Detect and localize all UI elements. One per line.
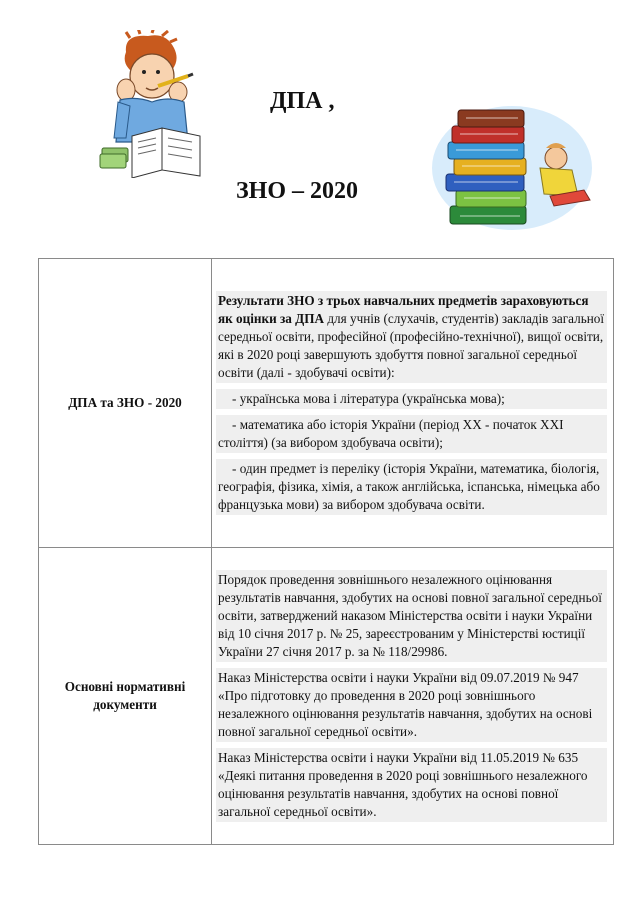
intro-bold-text: Результати ЗНО з трьох навчальних предметів зараховуються як оцінки за ДПА bbox=[218, 293, 589, 326]
info-table bbox=[38, 258, 614, 845]
page-title-line2: ЗНО – 2020 bbox=[236, 178, 359, 204]
page-title-line1: ДПА , bbox=[270, 88, 335, 114]
list-item: - українська мова і література (українська мова); bbox=[216, 389, 607, 409]
row-content-dpa-zno bbox=[212, 259, 614, 548]
table-row bbox=[39, 259, 614, 548]
intro-paragraph bbox=[216, 291, 607, 383]
intro-text: для учнів (слухачів, студентів) закладів загальної середньої освіти, професійної (професійно-технічної), вищої освіти, які в 2020 році завершують здобуття повної загальної середньої освіти (далі - здобувачі освіти): bbox=[218, 311, 605, 380]
document-paragraph: Наказ Міністерства освіти і науки України від 11.05.2019 № 635 «Деякі питання проведення в 2020 році зовнішнього незалежного оцінювання результатів навчання, здобутих на основі повної загальної середньої освіти». bbox=[216, 748, 607, 822]
list-item: - математика або історія України (період XX - початок XXI століття) (за вибором здобувача освіти); bbox=[216, 415, 607, 453]
books-stack-clipart bbox=[432, 96, 594, 240]
document-paragraph: Наказ Міністерства освіти і науки України від 09.07.2019 № 947 «Про підготовку до проведення в 2020 році зовнішнього незалежного оцінювання результатів навчання, здобутих на основі повної загальної середньої освіти». bbox=[216, 668, 607, 742]
student-studying-clipart bbox=[96, 30, 214, 178]
document-paragraph: Порядок проведення зовнішнього незалежного оцінювання результатів навчання, здобутих на основі повної загальної середньої освіти, затверджений наказом Міністерства освіти і науки України від 10 січня 2017 р. № 25, зареєстрованим у Міністерстві юстиції України 27 січня 2017 р. за № 118/29986. bbox=[216, 570, 607, 662]
row-content-documents bbox=[212, 548, 614, 845]
list-item: - один предмет із переліку (історія України, математика, біологія, географія, фізика, хімія, а також англійська, іспанська, німецька або французька мови) за вибором здобувача освіти. bbox=[216, 459, 607, 515]
row-label-dpa-zno: ДПА та ЗНО - 2020 bbox=[39, 259, 212, 548]
table-row bbox=[39, 548, 614, 845]
row-label-documents: Основні нормативні документи bbox=[39, 548, 212, 845]
